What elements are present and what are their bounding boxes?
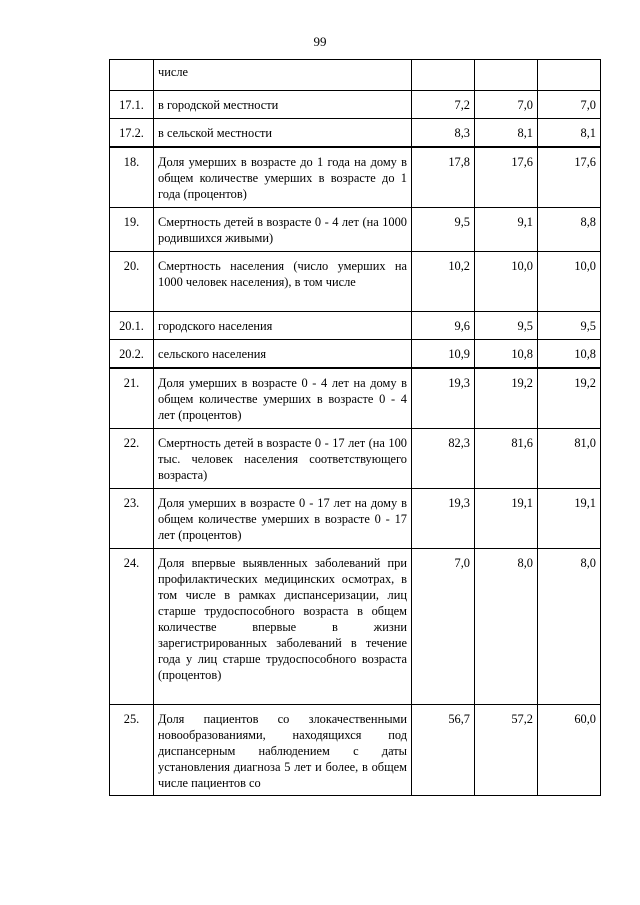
value-cell-year-1: 10,9 bbox=[412, 340, 475, 369]
indicators-table bbox=[109, 59, 601, 796]
table-row bbox=[110, 119, 601, 148]
table-row bbox=[110, 208, 601, 252]
value-cell-year-2: 9,5 bbox=[475, 312, 538, 340]
indicator-name-cell: Смертность детей в возрасте 0 - 4 лет (на 1000 родившихся живыми) bbox=[154, 208, 412, 252]
page-number: 99 bbox=[313, 34, 327, 49]
value-cell-year-1: 56,7 bbox=[412, 705, 475, 796]
row-number-cell: 24. bbox=[110, 549, 154, 705]
value-cell-year-3: 19,1 bbox=[538, 489, 601, 549]
value-cell-year-2: 8,1 bbox=[475, 119, 538, 148]
value-cell-year-3: 8,8 bbox=[538, 208, 601, 252]
indicator-name-cell: Доля умерших в возрасте до 1 года на дому в общем количестве умерших в возрасте до 1 года (процентов) bbox=[154, 147, 412, 208]
table-row bbox=[110, 147, 601, 208]
row-number-cell: 19. bbox=[110, 208, 154, 252]
row-number-cell: 18. bbox=[110, 147, 154, 208]
value-cell-year-3: 10,8 bbox=[538, 340, 601, 369]
value-cell-year-2: 19,2 bbox=[475, 368, 538, 429]
value-cell-year-3: 60,0 bbox=[538, 705, 601, 796]
value-cell-year-2: 81,6 bbox=[475, 429, 538, 489]
row-number-cell: 20.2. bbox=[110, 340, 154, 369]
indicator-name-cell: Доля впервые выявленных заболеваний при профилактических медицинских осмотрах, в том числе в рамках диспансеризации, лиц старше трудоспособного возраста в общем количестве впервые в жизни зарегистрированных заболеваний в течение года у лиц старше трудоспособного возраста (процентов) bbox=[154, 549, 412, 705]
value-cell-year-3: 19,2 bbox=[538, 368, 601, 429]
indicator-name-cell: городского населения bbox=[154, 312, 412, 340]
table-row bbox=[110, 340, 601, 369]
row-number-cell: 20. bbox=[110, 252, 154, 312]
row-number-cell: 17.2. bbox=[110, 119, 154, 148]
indicator-name-cell: сельского населения bbox=[154, 340, 412, 369]
value-cell-year-3: 81,0 bbox=[538, 429, 601, 489]
value-cell-year-2: 10,0 bbox=[475, 252, 538, 312]
value-cell-year-3: 7,0 bbox=[538, 91, 601, 119]
value-cell-year-3 bbox=[538, 60, 601, 91]
indicator-name-cell: в городской местности bbox=[154, 91, 412, 119]
value-cell-year-3: 17,6 bbox=[538, 147, 601, 208]
indicator-name-cell: Доля умерших в возрасте 0 - 17 лет на дому в общем количестве умерших в возрасте 0 - 17 лет (процентов) bbox=[154, 489, 412, 549]
value-cell-year-1 bbox=[412, 60, 475, 91]
value-cell-year-1: 8,3 bbox=[412, 119, 475, 148]
value-cell-year-1: 10,2 bbox=[412, 252, 475, 312]
value-cell-year-1: 7,0 bbox=[412, 549, 475, 705]
indicator-name-cell: Доля пациентов со злокачественными новообразованиями, находящихся под диспансерным наблюдением с даты установления диагноза 5 лет и более, в общем числе пациентов со bbox=[154, 705, 412, 796]
table-row bbox=[110, 489, 601, 549]
table-body bbox=[110, 60, 601, 796]
value-cell-year-1: 9,5 bbox=[412, 208, 475, 252]
value-cell-year-2: 10,8 bbox=[475, 340, 538, 369]
indicator-name-cell: числе bbox=[154, 60, 412, 91]
value-cell-year-1: 82,3 bbox=[412, 429, 475, 489]
table-row bbox=[110, 252, 601, 312]
indicator-name-cell: Смертность детей в возрасте 0 - 17 лет (на 100 тыс. человек населения соответствующего возраста) bbox=[154, 429, 412, 489]
value-cell-year-3: 8,1 bbox=[538, 119, 601, 148]
value-cell-year-3: 10,0 bbox=[538, 252, 601, 312]
row-number-cell: 20.1. bbox=[110, 312, 154, 340]
indicator-name-cell: Доля умерших в возрасте 0 - 4 лет на дому в общем количестве умерших в возрасте 0 - 4 лет (процентов) bbox=[154, 368, 412, 429]
value-cell-year-1: 19,3 bbox=[412, 368, 475, 429]
row-number-cell: 25. bbox=[110, 705, 154, 796]
indicator-name-cell: в сельской местности bbox=[154, 119, 412, 148]
row-number-cell: 22. bbox=[110, 429, 154, 489]
value-cell-year-2: 8,0 bbox=[475, 549, 538, 705]
row-number-cell: 17.1. bbox=[110, 91, 154, 119]
value-cell-year-3: 8,0 bbox=[538, 549, 601, 705]
value-cell-year-2: 57,2 bbox=[475, 705, 538, 796]
value-cell-year-2: 9,1 bbox=[475, 208, 538, 252]
value-cell-year-1: 19,3 bbox=[412, 489, 475, 549]
table-row bbox=[110, 368, 601, 429]
table-row bbox=[110, 549, 601, 705]
table-row bbox=[110, 429, 601, 489]
row-number-cell: 23. bbox=[110, 489, 154, 549]
table-row bbox=[110, 60, 601, 91]
row-number-cell: 21. bbox=[110, 368, 154, 429]
table-row bbox=[110, 91, 601, 119]
value-cell-year-2: 7,0 bbox=[475, 91, 538, 119]
value-cell-year-3: 9,5 bbox=[538, 312, 601, 340]
indicator-name-cell: Смертность населения (число умерших на 1000 человек населения), в том числе bbox=[154, 252, 412, 312]
value-cell-year-2: 17,6 bbox=[475, 147, 538, 208]
table-row bbox=[110, 312, 601, 340]
value-cell-year-1: 7,2 bbox=[412, 91, 475, 119]
value-cell-year-2: 19,1 bbox=[475, 489, 538, 549]
table-row bbox=[110, 705, 601, 796]
value-cell-year-1: 9,6 bbox=[412, 312, 475, 340]
row-number-cell bbox=[110, 60, 154, 91]
value-cell-year-2 bbox=[475, 60, 538, 91]
value-cell-year-1: 17,8 bbox=[412, 147, 475, 208]
